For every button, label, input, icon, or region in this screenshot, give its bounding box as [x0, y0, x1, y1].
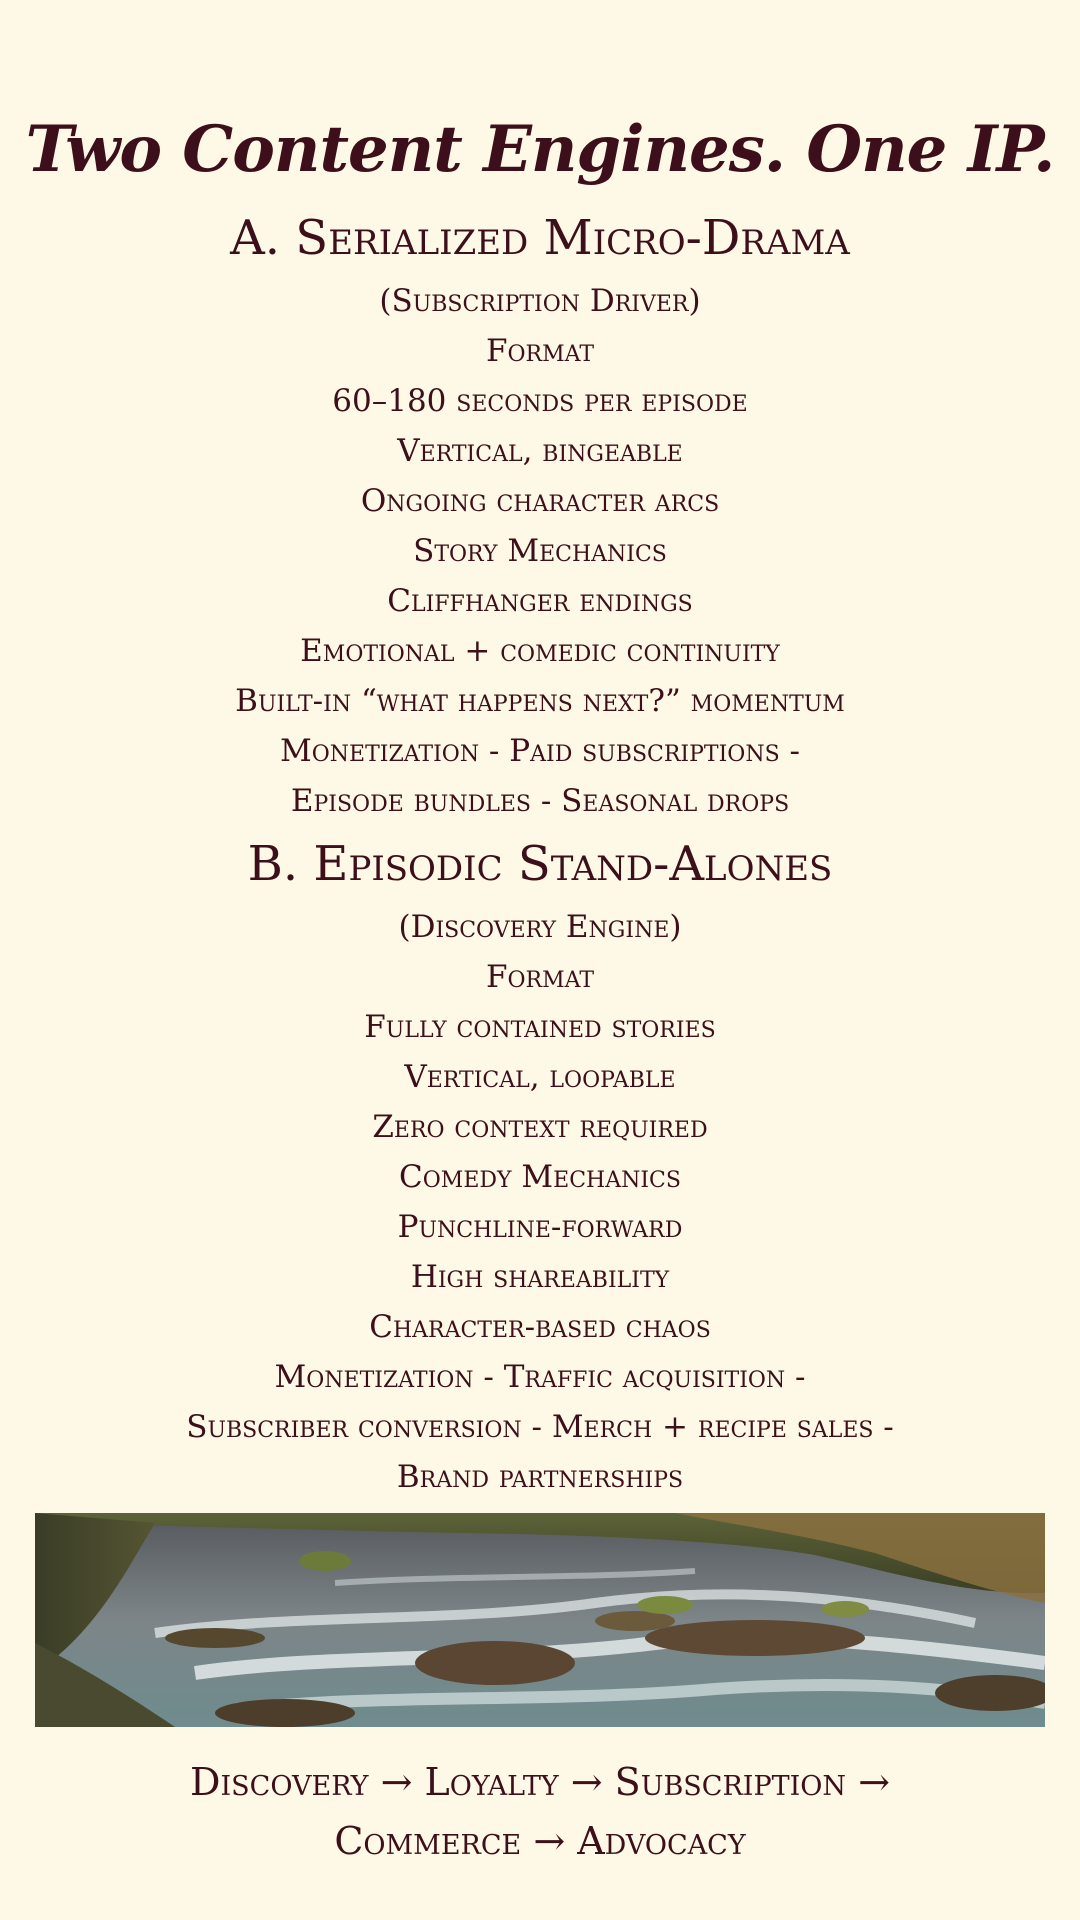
section-b-format-item: Zero context required	[372, 1109, 708, 1145]
section-b-mechanics-item: Punchline-forward	[397, 1209, 683, 1245]
section-b-heading: B. Episodic Stand-Alones	[247, 836, 833, 892]
content-body	[0, 200, 1080, 1502]
section-b-mechanics-label: Comedy Mechanics	[399, 1159, 681, 1195]
section-a-format-item: 60–180 seconds per episode	[332, 383, 748, 419]
section-a-monetization: Episode bundles - Seasonal drops	[290, 783, 790, 819]
section-b-format-item: Fully contained stories	[364, 1009, 716, 1045]
section-b-format-item: Vertical, loopable	[404, 1059, 676, 1095]
section-a-mechanics-label: Story Mechanics	[413, 533, 667, 569]
section-a-format-item: Vertical, bingeable	[397, 433, 683, 469]
river-photo-icon	[35, 1513, 1045, 1727]
section-a-monetization: Monetization - Paid subscriptions -	[280, 733, 800, 769]
flow-footer	[0, 1753, 1080, 1871]
section-b-monetization: Subscriber conversion - Merch + recipe sales -	[186, 1409, 894, 1445]
section-a-format-item: Ongoing character arcs	[360, 483, 720, 519]
section-a-heading: A. Serialized Micro-Drama	[230, 210, 850, 266]
page-title: Two Content Engines. One IP.	[25, 112, 1055, 187]
flow-line: Discovery → Loyalty → Subscription →	[190, 1760, 890, 1804]
section-b-mechanics-item: High shareability	[410, 1259, 670, 1295]
section-a-subtitle: (Subscription Driver)	[379, 283, 701, 319]
section-b-subtitle: (Discovery Engine)	[398, 909, 682, 945]
section-b-monetization: Brand partnerships	[396, 1459, 684, 1495]
section-a-mechanics-item: Emotional + comedic continuity	[300, 633, 780, 669]
section-a-format-label: Format	[486, 333, 594, 369]
flow-line: Commerce → Advocacy	[334, 1819, 746, 1863]
section-b-mechanics-item: Character-based chaos	[369, 1309, 711, 1345]
section-a-mechanics-item: Cliffhanger endings	[387, 583, 693, 619]
section-b-monetization: Monetization - Traffic acquisition -	[274, 1359, 806, 1395]
section-b-format-label: Format	[486, 959, 594, 995]
section-a-mechanics-item: Built-in “what happens next?” momentum	[235, 683, 845, 719]
